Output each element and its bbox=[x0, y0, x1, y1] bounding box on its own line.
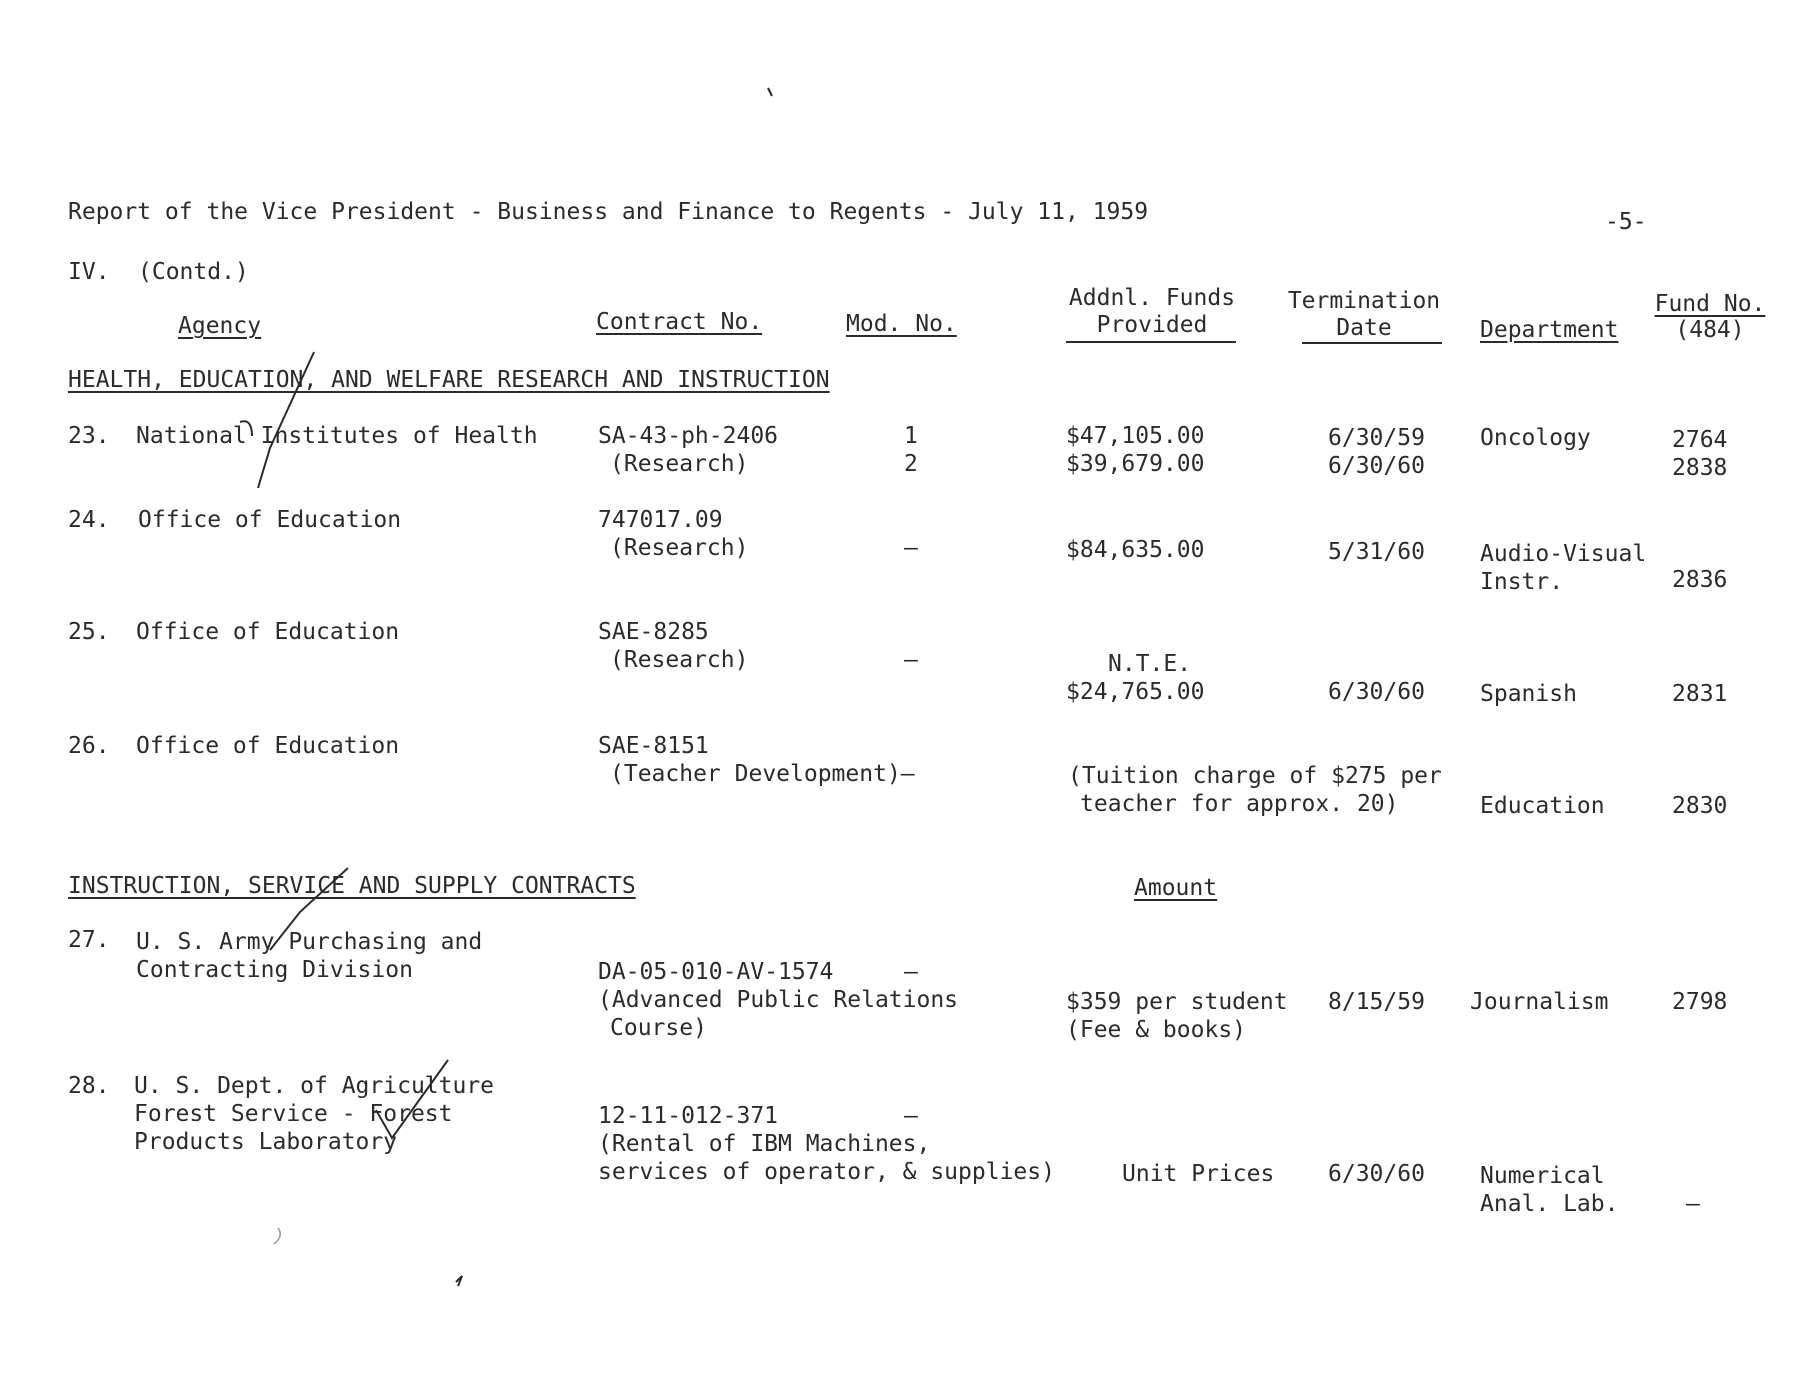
row-fund-no: 2798 bbox=[1672, 989, 1728, 1015]
col-header-funds-line1: Addnl. Funds bbox=[1068, 285, 1236, 311]
row-department: Instr. bbox=[1480, 569, 1564, 595]
row-department: Education bbox=[1480, 793, 1605, 819]
row-mod-no: — bbox=[904, 647, 918, 673]
row-number: 28. bbox=[68, 1073, 110, 1099]
row-number: 23. bbox=[68, 423, 110, 449]
row-mod-no: 2 bbox=[904, 451, 918, 477]
col-header-mod-no: Mod. No. bbox=[846, 311, 957, 337]
col-header-department: Department bbox=[1480, 317, 1619, 343]
ink-speck-icon bbox=[274, 1228, 280, 1244]
col-header-termination-underline bbox=[1302, 342, 1442, 344]
col-header-funds-underline bbox=[1066, 341, 1236, 343]
col-header-termination-line2: Date bbox=[1336, 315, 1392, 341]
row-funds: $84,635.00 bbox=[1066, 537, 1205, 563]
row-number: 27. bbox=[68, 927, 110, 953]
col-header-contract-no: Contract No. bbox=[596, 309, 763, 335]
section-number: IV. bbox=[68, 259, 110, 285]
row-agency: U. S. Army Purchasing and bbox=[136, 929, 483, 955]
col-header-termination-line1: Termination bbox=[1287, 288, 1441, 314]
row-contract-no: 747017.09 bbox=[598, 507, 723, 533]
row-funds: $24,765.00 bbox=[1066, 679, 1205, 705]
row-mod-no: — bbox=[904, 535, 918, 561]
report-title: Report of the Vice President - Business and Finance to Regents - July 11, 1959 bbox=[68, 199, 1149, 225]
row-department: Anal. Lab. bbox=[1480, 1191, 1619, 1217]
row-funds-note: N.T.E. bbox=[1108, 651, 1192, 677]
row-contract-no: 12-11-012-371 bbox=[598, 1103, 779, 1129]
row-agency: U. S. Dept. of Agriculture bbox=[134, 1073, 495, 1099]
row-contract-type: (Teacher Development)— bbox=[610, 761, 915, 787]
row-termination-date: 6/30/60 bbox=[1328, 1161, 1425, 1187]
row-termination-date: 6/30/60 bbox=[1328, 679, 1425, 705]
row-contract-type: (Research) bbox=[610, 647, 749, 673]
row-agency: National Institutes of Health bbox=[136, 423, 538, 449]
row-department: Spanish bbox=[1480, 681, 1577, 707]
row-mod-no: — bbox=[904, 959, 918, 985]
row-agency: Office of Education bbox=[136, 619, 400, 645]
row-contract-type: (Research) bbox=[610, 451, 749, 477]
row-contract-no: SAE-8151 bbox=[598, 733, 709, 759]
row-agency: Forest Service - Forest bbox=[134, 1101, 453, 1127]
row-termination-date: 6/30/60 bbox=[1328, 453, 1425, 479]
ink-speck-icon bbox=[768, 88, 772, 96]
row-amount: (Fee & books) bbox=[1066, 1017, 1247, 1043]
row-funds: (Tuition charge of $275 per bbox=[1068, 763, 1442, 789]
row-contract-no: SA-43-ph-2406 bbox=[598, 423, 779, 449]
row-fund-no: 2764 bbox=[1672, 427, 1728, 453]
row-department: Journalism bbox=[1470, 989, 1609, 1015]
row-termination-date: 5/31/60 bbox=[1328, 539, 1425, 565]
row-contract-type: Course) bbox=[610, 1015, 707, 1041]
row-agency: Office of Education bbox=[138, 507, 402, 533]
row-number: 25. bbox=[68, 619, 110, 645]
ink-speck-icon bbox=[456, 1276, 462, 1286]
row-fund-no: 2836 bbox=[1672, 567, 1728, 593]
row-funds: $39,679.00 bbox=[1066, 451, 1205, 477]
row-amount: $359 per student bbox=[1066, 989, 1288, 1015]
row-department: Numerical bbox=[1480, 1163, 1605, 1189]
row-termination-date: 6/30/59 bbox=[1328, 425, 1425, 451]
col-header-fund-no-line2: (484) bbox=[1675, 317, 1745, 343]
row-funds: $47,105.00 bbox=[1066, 423, 1205, 449]
row-fund-no: 2830 bbox=[1672, 793, 1728, 819]
row-number: 26. bbox=[68, 733, 110, 759]
row-fund-no: — bbox=[1686, 1191, 1700, 1217]
row-agency: Contracting Division bbox=[136, 957, 413, 983]
row-number: 24. bbox=[68, 507, 110, 533]
col-header-amount: Amount bbox=[1134, 875, 1218, 901]
row-mod-no: — bbox=[904, 1103, 918, 1129]
row-termination-date: 8/15/59 bbox=[1328, 989, 1425, 1015]
row-funds: teacher for approx. 20) bbox=[1080, 791, 1399, 817]
row-department: Oncology bbox=[1480, 425, 1591, 451]
col-header-fund-no-line1: Fund No. bbox=[1654, 291, 1766, 317]
row-contract-type: services of operator, & supplies) bbox=[598, 1159, 1055, 1185]
row-fund-no: 2831 bbox=[1672, 681, 1728, 707]
row-amount: Unit Prices bbox=[1122, 1161, 1275, 1187]
row-contract-type: (Advanced Public Relations bbox=[598, 987, 959, 1013]
section-heading-hew: HEALTH, EDUCATION, AND WELFARE RESEARCH AND INSTRUCTION bbox=[68, 367, 830, 393]
row-agency: Products Laboratory bbox=[134, 1129, 398, 1155]
row-mod-no: 1 bbox=[904, 423, 918, 449]
page-number: -5- bbox=[1605, 209, 1647, 235]
row-department: Audio-Visual bbox=[1480, 541, 1647, 567]
col-header-funds-line2: Provided bbox=[1096, 312, 1208, 338]
row-fund-no: 2838 bbox=[1672, 455, 1728, 481]
row-agency: Office of Education bbox=[136, 733, 400, 759]
section-contd: (Contd.) bbox=[138, 259, 249, 285]
row-contract-type: (Research) bbox=[610, 535, 749, 561]
row-contract-no: SAE-8285 bbox=[598, 619, 709, 645]
section-heading-supply: INSTRUCTION, SERVICE AND SUPPLY CONTRACTS bbox=[68, 873, 636, 899]
row-contract-type: (Rental of IBM Machines, bbox=[598, 1131, 931, 1157]
col-header-agency: Agency bbox=[178, 313, 262, 339]
row-contract-no: DA-05-010-AV-1574 bbox=[598, 959, 834, 985]
